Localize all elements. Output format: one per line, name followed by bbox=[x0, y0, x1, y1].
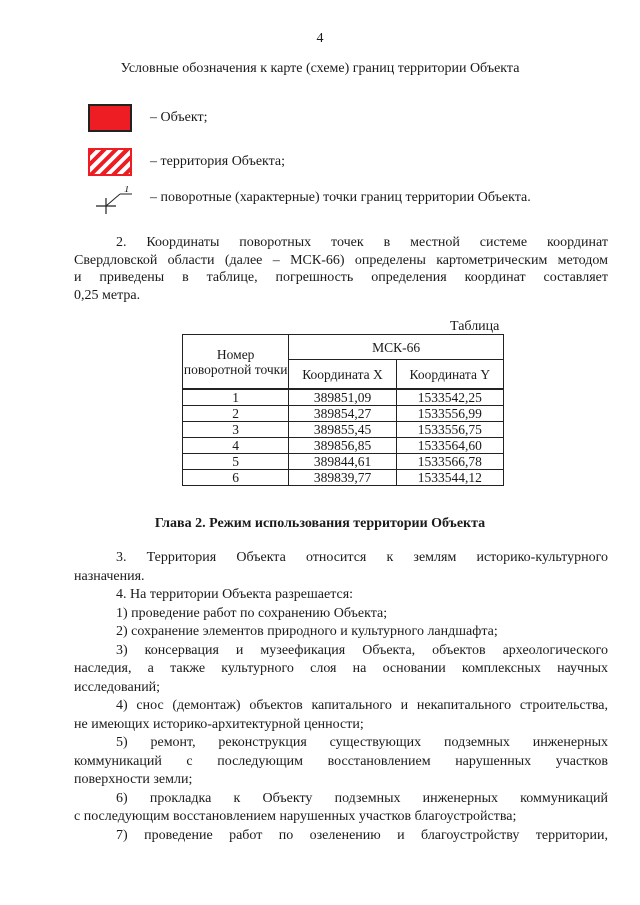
body-line: 7) проведение работ по озеленению и благоустройству территории, bbox=[116, 827, 608, 843]
paragraph-line: и приведены в таблице, погрешность определения координат составляет bbox=[74, 270, 608, 285]
body-line: 4. На территории Объекта разрешается: bbox=[116, 587, 354, 602]
body-line: назначения. bbox=[74, 568, 145, 584]
cell-y: 1533556,75 bbox=[396, 422, 503, 438]
cell-y: 1533564,60 bbox=[396, 438, 503, 454]
header-coordinate-x: Координата X bbox=[289, 360, 396, 390]
turning-point-number: 1 bbox=[124, 186, 130, 195]
paragraph-coordinates bbox=[74, 234, 608, 304]
legend-title: Условные обозначения к карте (схеме) границ территории Объекта bbox=[120, 61, 520, 76]
body-line: не имеющих историко-архитектурной ценности; bbox=[74, 716, 364, 732]
cell-x: 389855,45 bbox=[289, 422, 396, 438]
body-line: коммуникаций с последующим восстановлением нарушенных участков bbox=[74, 753, 608, 769]
cell-x: 389854,27 bbox=[289, 406, 396, 422]
territory-hatch-icon bbox=[88, 148, 132, 176]
cell-x: 389856,85 bbox=[289, 438, 396, 454]
body-line: 4) снос (демонтаж) объектов капитального и некапитального строительства, bbox=[116, 698, 608, 713]
body-line: наследия, а также культурного слоя на основании комплексных научных bbox=[74, 661, 608, 676]
cell-point: 5 bbox=[183, 454, 289, 470]
cell-y: 1533544,12 bbox=[396, 470, 503, 486]
cell-point: 2 bbox=[183, 406, 289, 422]
body-line: с последующим восстановлением нарушенных участков благоустройства; bbox=[74, 809, 517, 824]
body-line: 5) ремонт, реконструкция существующих подземных инженерных bbox=[116, 735, 608, 750]
chapter-body bbox=[74, 549, 608, 845]
body-line: 3. Территория Объекта относится к землям историко-культурного bbox=[116, 550, 608, 565]
cell-y: 1533566,78 bbox=[396, 454, 503, 470]
coordinates-table bbox=[182, 334, 504, 486]
turning-point-icon bbox=[88, 186, 138, 220]
header-coordinate-system: МСК-66 bbox=[289, 335, 504, 360]
header-point-number: Номер поворотной точки bbox=[183, 335, 289, 390]
body-line: исследований; bbox=[74, 679, 161, 695]
body-line: поверхности земли; bbox=[74, 772, 193, 787]
page-number: 4 bbox=[316, 31, 324, 46]
cell-point: 3 bbox=[183, 422, 289, 438]
legend-label-turning-point: – поворотные (характерные) точки границ территории Объекта. bbox=[150, 190, 531, 205]
cell-point: 4 bbox=[183, 438, 289, 454]
body-line: 2) сохранение элементов природного и культурного ландшафта; bbox=[116, 624, 498, 639]
table-row bbox=[183, 470, 504, 486]
table-row bbox=[183, 389, 504, 406]
body-line: 1) проведение работ по сохранению Объекта; bbox=[116, 605, 388, 621]
cell-x: 389844,61 bbox=[289, 454, 396, 470]
legend-label-object: – Объект; bbox=[150, 110, 208, 125]
table-row bbox=[183, 422, 504, 438]
cell-point: 1 bbox=[183, 389, 289, 406]
object-symbol-icon bbox=[88, 104, 132, 132]
cell-y: 1533542,25 bbox=[396, 389, 503, 406]
table-row bbox=[183, 438, 504, 454]
body-line: 6) прокладка к Объекту подземных инженерных коммуникаций bbox=[116, 790, 608, 806]
chapter-heading: Глава 2. Режим использования территории Объекта bbox=[154, 516, 486, 531]
paragraph-line: 2. Координаты поворотных точек в местной системе координат bbox=[116, 235, 608, 250]
cell-point: 6 bbox=[183, 470, 289, 486]
paragraph-line: 0,25 метра. bbox=[74, 287, 141, 303]
legend-label-territory: – территория Объекта; bbox=[150, 154, 286, 169]
paragraph-line: Свердловской области (далее – МСК-66) определены картометрическим методом bbox=[74, 252, 608, 268]
cell-y: 1533556,99 bbox=[396, 406, 503, 422]
cell-x: 389851,09 bbox=[289, 389, 396, 406]
table-caption: Таблица bbox=[450, 319, 500, 334]
table-header-row bbox=[183, 335, 504, 360]
table-row bbox=[183, 406, 504, 422]
cell-x: 389839,77 bbox=[289, 470, 396, 486]
body-line: 3) консервация и музеефикация Объекта, объектов археологического bbox=[116, 642, 608, 658]
table-row bbox=[183, 454, 504, 470]
header-coordinate-y: Координата Y bbox=[396, 360, 503, 390]
